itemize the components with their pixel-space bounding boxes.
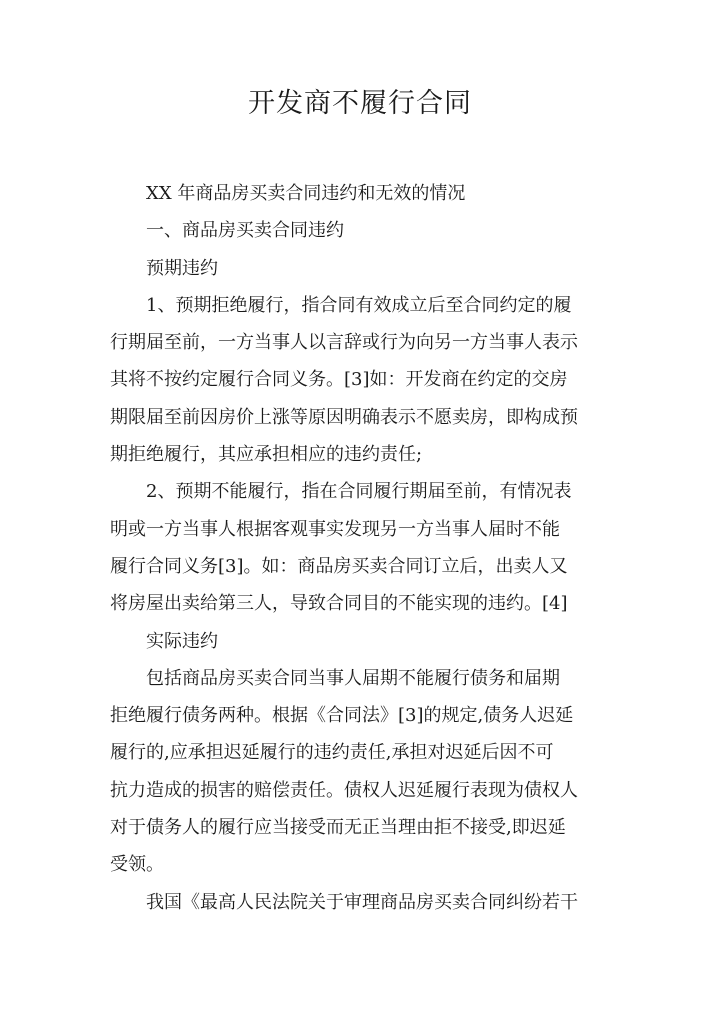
paragraph-line: 履行的,应承担迟延履行的违约责任,承担对迟延后因不可 [110, 742, 554, 764]
paragraph-supreme-court-interpretation [110, 884, 610, 921]
paragraph-line: 将房屋出卖给第三人，导致合同目的不能实现的违约。[4] [110, 593, 568, 615]
paragraph-actual-breach [110, 660, 610, 884]
paragraph-line: 期拒绝履行，其应承担相应的违约责任; [110, 444, 423, 466]
paragraph-line: 履行合同义务[3]。如：商品房买卖合同订立后，出卖人又 [110, 555, 568, 577]
paragraph-anticipatory-inability [110, 473, 610, 622]
paragraph-line: 抗力造成的损害的赔偿责任。债权人迟延履行表现为债权人 [110, 779, 578, 801]
paragraph-line: 行期届至前，一方当事人以言辞或行为向另一方当事人表示 [110, 332, 578, 354]
document-title: 开发商不履行合同 [248, 88, 472, 119]
paragraph-line: 受领。 [110, 854, 164, 876]
paragraph-line: 包括商品房买卖合同当事人届期不能履行债务和届期 [146, 667, 560, 689]
document-body [110, 175, 610, 921]
paragraph-line: 其将不按约定履行合同义务。[3]如：开发商在约定的交房 [110, 369, 568, 391]
subheading-anticipatory-breach: 预期违约 [146, 257, 218, 279]
paragraph-line: 明或一方当事人根据客观事实发现另一方当事人届时不能 [110, 518, 560, 540]
paragraph-line: 对于债务人的履行应当接受而无正当理由拒不接受,即迟延 [110, 817, 566, 839]
paragraph-line: 我国《最高人民法院关于审理商品房买卖合同纠纷若干 [146, 891, 578, 913]
section-heading-contract-violation: 一、商品房买卖合同违约 [146, 220, 344, 242]
subheading-actual-breach: 实际违约 [146, 630, 218, 652]
paragraph-line: 1、预期拒绝履行，指合同有效成立后至合同约定的履 [146, 294, 572, 316]
paragraph-line: 拒绝履行债务两种。根据《合同法》[3]的规定,债务人迟延 [110, 705, 574, 727]
paragraph-line: 2、预期不能履行，指在合同履行期届至前，有情况表 [146, 481, 572, 503]
section-heading-violation-overview: XX 年商品房买卖合同违约和无效的情况 [146, 183, 466, 204]
paragraph-anticipatory-refusal [110, 287, 610, 473]
paragraph-line: 期限届至前因房价上涨等原因明确表示不愿卖房，即构成预 [110, 406, 578, 428]
